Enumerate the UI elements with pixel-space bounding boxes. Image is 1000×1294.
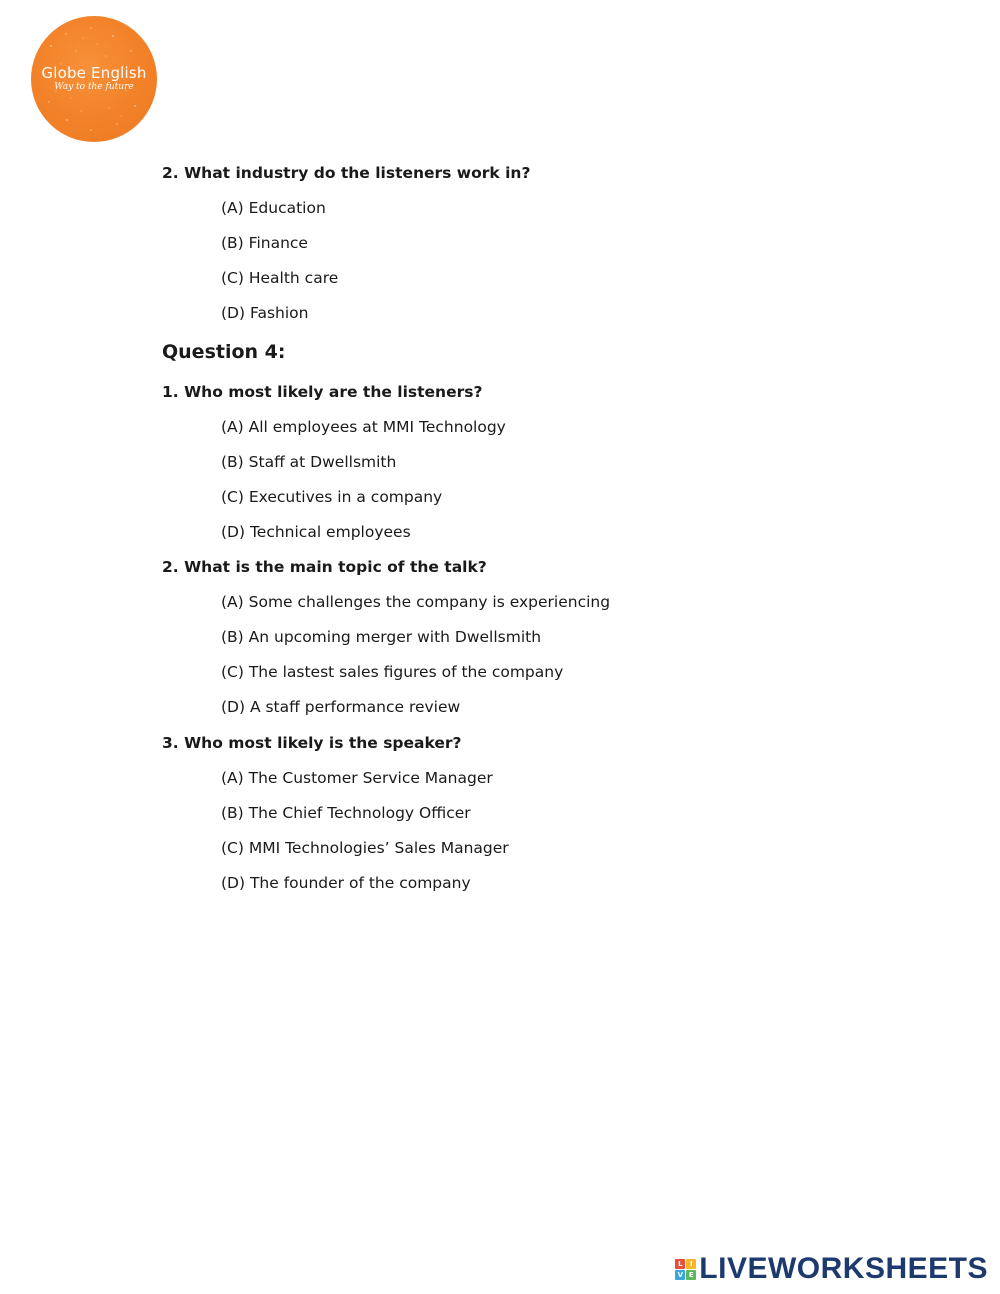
answer-option[interactable]: (C) MMI Technologies’ Sales Manager (221, 839, 509, 857)
question-text: 1. Who most likely are the listeners? (162, 383, 483, 401)
liveworksheets-logo[interactable] (675, 1254, 988, 1284)
question-text: 3. Who most likely is the speaker? (162, 734, 462, 752)
question-text: 2. What industry do the listeners work in? (162, 164, 531, 182)
block-letter: L (675, 1259, 685, 1269)
block-letter: V (675, 1270, 685, 1280)
answer-option[interactable]: (A) The Customer Service Manager (221, 769, 493, 787)
block-letter: E (686, 1270, 696, 1280)
answer-option[interactable]: (C) Executives in a company (221, 488, 443, 506)
answer-option[interactable]: (B) The Chief Technology Officer (221, 804, 471, 822)
liveworksheets-blocks-icon (675, 1259, 696, 1280)
globe-english-logo (31, 16, 157, 142)
answer-option[interactable]: (C) Health care (221, 269, 339, 287)
answer-option[interactable]: (B) Finance (221, 234, 308, 252)
answer-option[interactable]: (A) Some challenges the company is experiencing (221, 593, 611, 611)
liveworksheets-wordmark: LIVEWORKSHEETS (699, 1252, 988, 1285)
answer-option[interactable]: (D) A staff performance review (221, 698, 461, 716)
answer-option[interactable]: (B) An upcoming merger with Dwellsmith (221, 628, 542, 646)
answer-option[interactable]: (D) Fashion (221, 304, 309, 322)
answer-option[interactable]: (A) All employees at MMI Technology (221, 418, 506, 436)
logo-tagline: Way to the future (54, 82, 134, 92)
answer-option[interactable]: (D) The founder of the company (221, 874, 471, 892)
answer-option[interactable]: (D) Technical employees (221, 523, 411, 541)
answer-option[interactable]: (C) The lastest sales figures of the company (221, 663, 564, 681)
answer-option[interactable]: (B) Staff at Dwellsmith (221, 453, 397, 471)
question-text: 2. What is the main topic of the talk? (162, 558, 487, 576)
block-letter: I (686, 1259, 696, 1269)
logo-brand: Globe English (41, 64, 147, 82)
answer-option[interactable]: (A) Education (221, 199, 326, 217)
section-heading: Question 4: (162, 341, 286, 363)
